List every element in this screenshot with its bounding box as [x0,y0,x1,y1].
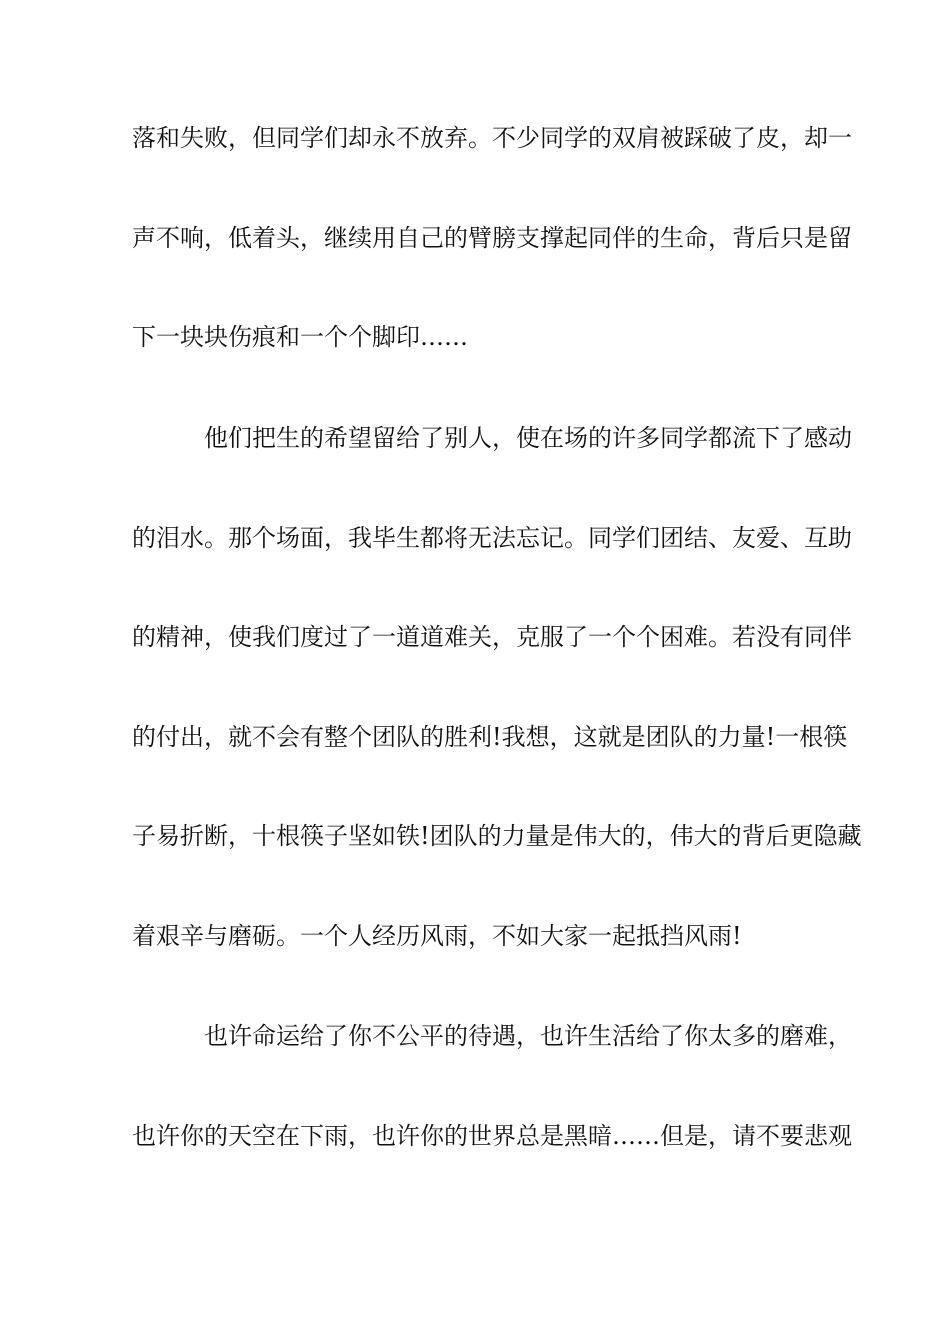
paragraph-line: 的精神，使我们度过了一道道难关，克服了一个个困难。若没有同伴 [132,623,852,651]
paragraph-line: 的泪水。那个场面，我毕生都将无法忘记。同学们团结、友爱、互助 [132,524,852,552]
paragraph-line: 他们把生的希望留给了别人，使在场的许多同学都流下了感动 [204,424,852,452]
paragraph-line: 着艰辛与磨砺。一个人经历风雨，不如大家一起抵挡风雨! [132,922,742,950]
paragraph-line: 也许你的天空在下雨，也许你的世界总是黑暗……但是，请不要悲观 [132,1122,852,1150]
paragraph-line: 下一块块伤痕和一个个脚印…… [132,323,468,351]
paragraph-line: 声不响，低着头，继续用自己的臂膀支撑起同伴的生命，背后只是留 [132,224,852,252]
paragraph-line: 也许命运给了你不公平的待遇，也许生活给了你太多的磨难， [204,1022,852,1050]
paragraph-line: 落和失败，但同学们却永不放弃。不少同学的双肩被踩破了皮，却一 [132,124,852,152]
paragraph-line: 子易折断，十根筷子坚如铁!团队的力量是伟大的，伟大的背后更隐藏 [132,822,862,850]
paragraph-line: 的付出，就不会有整个团队的胜利!我想，这就是团队的力量!一根筷 [132,723,848,751]
